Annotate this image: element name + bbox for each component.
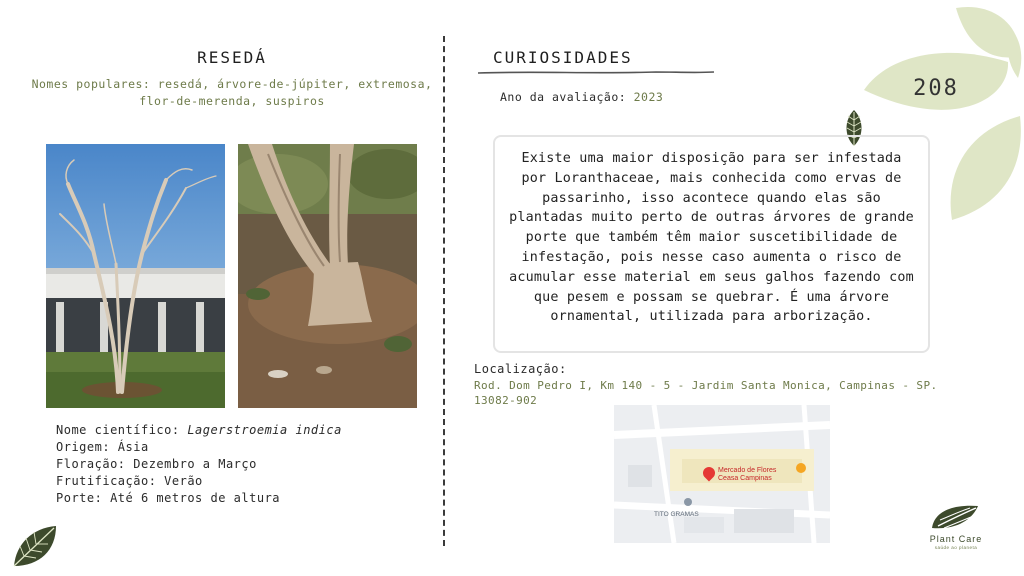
curiosity-card bbox=[493, 135, 930, 353]
flowering: Floração: Dezembro a Março bbox=[56, 457, 257, 471]
map-place-label-line-1: Mercado de Flores bbox=[718, 467, 777, 474]
evaluation-year-value: 2023 bbox=[633, 90, 664, 104]
scientific-name-value: Lagerstroemia indica bbox=[187, 423, 342, 437]
map-poi-icon bbox=[684, 498, 692, 506]
brand-tagline: saúde ao planeta bbox=[934, 545, 978, 550]
leaf-icon-bottom-left bbox=[10, 522, 60, 570]
map-poi-label: TITO GRAMAS bbox=[654, 511, 699, 518]
curiosity-text: Existe uma maior disposição para ser infestada por Loranthaceae, mais conhecida como ervas de passarinho, isso acontece quando elas são plantadas muito perto de outras árvores de grande porte que também têm maior suscetibilidade de infestação, pois nesse caso aumenta o risco de acumular esse material em seus galhos fazendo com que pesem e possam se quebrar. É uma árvore ornamental, utilizada para arborização. bbox=[509, 151, 914, 325]
scientific-name-label: Nome científico: bbox=[56, 423, 188, 437]
tree-photo bbox=[46, 144, 225, 408]
plant-title: RESEDÁ bbox=[197, 48, 267, 67]
popular-names bbox=[30, 76, 434, 110]
size: Porte: Até 6 metros de altura bbox=[56, 491, 281, 505]
map-place-label-line-2: Ceasa Campinas bbox=[718, 475, 772, 482]
origin: Origem: Ásia bbox=[56, 440, 149, 454]
title-underline bbox=[476, 70, 716, 76]
column-divider bbox=[443, 36, 445, 546]
popular-names-line-2: flor-de-merenda, suspiros bbox=[139, 94, 325, 108]
plant-facts bbox=[56, 422, 436, 507]
plant-care-logo-icon bbox=[928, 502, 982, 532]
curiosities-title: CURIOSIDADES bbox=[493, 48, 633, 67]
scientific-name bbox=[56, 422, 436, 439]
popular-names-line-1: Nomes populares: resedá, árvore-de-júpiter, extremosa, bbox=[31, 77, 433, 91]
evaluation-year bbox=[500, 90, 663, 104]
map-food-icon bbox=[796, 463, 806, 473]
location-address bbox=[474, 378, 944, 408]
fruiting: Frutificação: Verão bbox=[56, 474, 203, 488]
trunk-photo bbox=[238, 144, 417, 408]
location-label: Localização: bbox=[474, 362, 567, 376]
location-address-line-1: Rod. Dom Pedro I, Km 140 - 5 - Jardim Santa Monica, Campinas - SP. bbox=[474, 379, 938, 392]
map-place-label bbox=[718, 467, 776, 483]
evaluation-year-label: Ano da avaliação: bbox=[500, 90, 634, 104]
page-number: 208 bbox=[913, 76, 959, 101]
brand-name: Plant Care bbox=[929, 534, 983, 544]
location-address-line-2: 13082-902 bbox=[474, 394, 538, 407]
location-map[interactable] bbox=[614, 405, 830, 543]
